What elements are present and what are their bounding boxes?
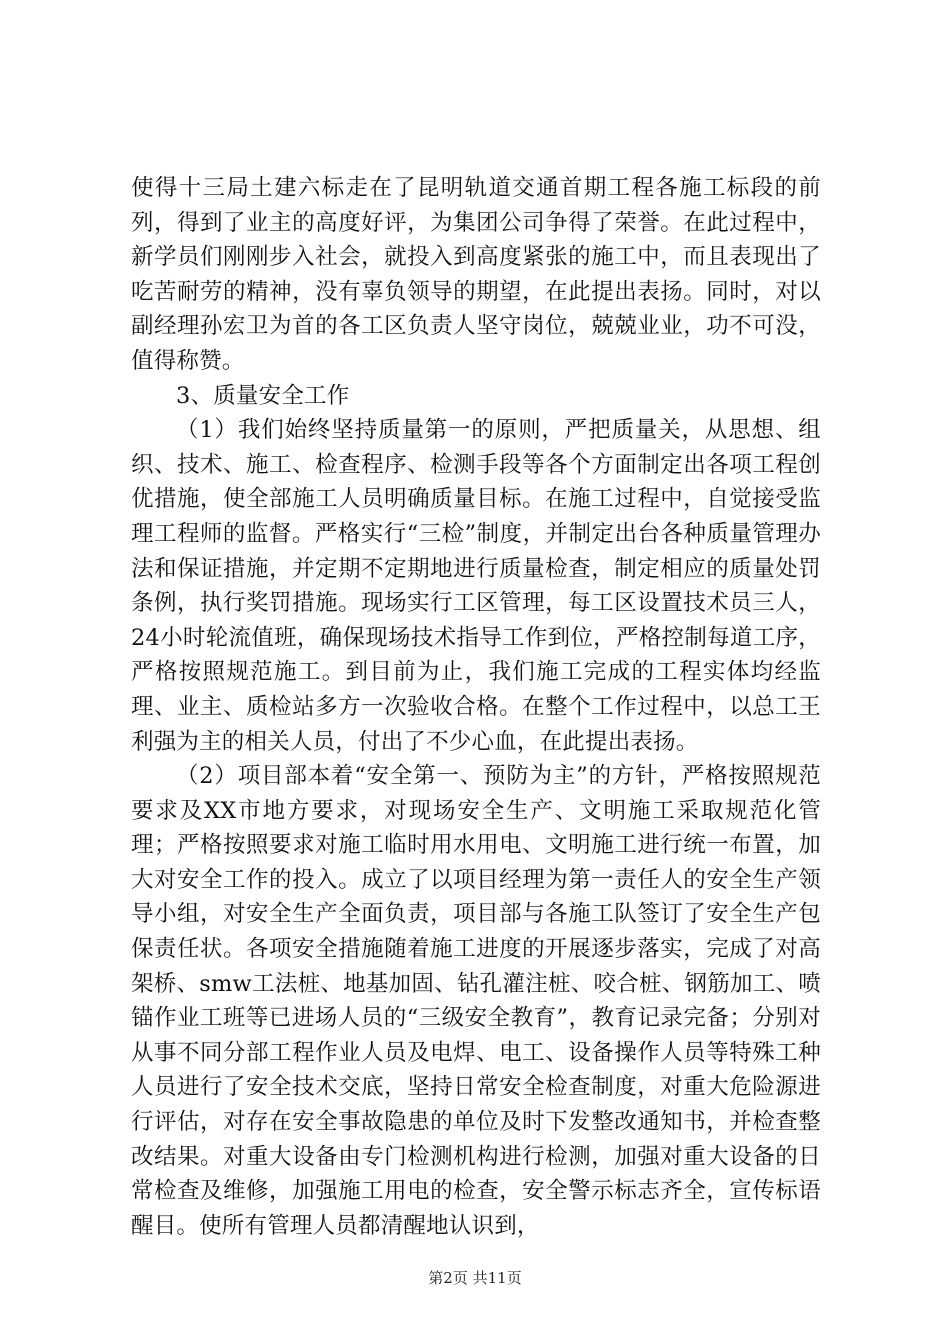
paragraph-safety: （2）项目部本着“安全第一、预防为主”的方针，严格按照规范要求及XX市地方要求，对现场安全生产、文明施工采取规范化管理；严格按照要求对施工临时用水用电、文明施工进行统一布置，加大对安全工作的投入。成立了以项目经理为第一责任人的安全生产领导小组，对安全生产全面负责，项目部与各施工队签订了安全生产包保责任状。各项安全措施随着施工进度的开展逐步落实，完成了对高架桥、smw工法桩、地基加固、钻孔灌注桩、咬合桩、钢筋加工、喷锚作业工班等已进场人员的“三级安全教育”，教育记录完备；分别对从事不同分部工程作业人员及电焊、电工、设备操作人员等特殊工种人员进行了安全技术交底，坚持日常安全检查制度，对重大危险源进行评估，对存在安全事故隐患的单位及时下发整改通知书，并检查整改结果。对重大设备由专门检测机构进行检测，加强对重大设备的日常检查及维修，加强施工用电的检查，安全警示标志齐全，宣传标语醒目。使所有管理人员都清醒地认识到， [131,763,821,1239]
page-number: 第2页 共11页 [428,1269,522,1287]
page-footer [0,1268,950,1288]
paragraph-quality: （1）我们始终坚持质量第一的原则，严把质量关，从思想、组织、技术、施工、检查程序、检测手段等各个方面制定出各项工程创优措施，使全部施工人员明确质量目标。在施工过程中，自觉接受监理工程师的监督。严格实行“三检”制度，并制定出台各种质量管理办法和保证措施，并定期不定期地进行质量检查，制定相应的质量处罚条例，执行奖罚措施。现场实行工区管理，每工区设置技术员三人，24小时轮流值班，确保现场技术指导工作到位，严格控制每道工序，严格按照规范施工。到目前为止，我们施工完成的工程实体均经监理、业主、质检站多方一次验收合格。在整个工作过程中，以总工王利强为主的相关人员，付出了不少心血，在此提出表扬。 [131,417,821,755]
paragraph-continuation: 使得十三局土建六标走在了昆明轨道交通首期工程各施工标段的前列，得到了业主的高度好评，为集团公司争得了荣誉。在此过程中，新学员们刚刚步入社会，就投入到高度紧张的施工中，而且表现出了吃苦耐劳的精神，没有辜负领导的期望，在此提出表扬。同时，对以副经理孙宏卫为首的各工区负责人坚守岗位，兢兢业业，功不可没，值得称赞。 [131,175,821,374]
document-body [131,171,821,1243]
section-heading-quality-safety: 3、质量安全工作 [176,382,350,409]
